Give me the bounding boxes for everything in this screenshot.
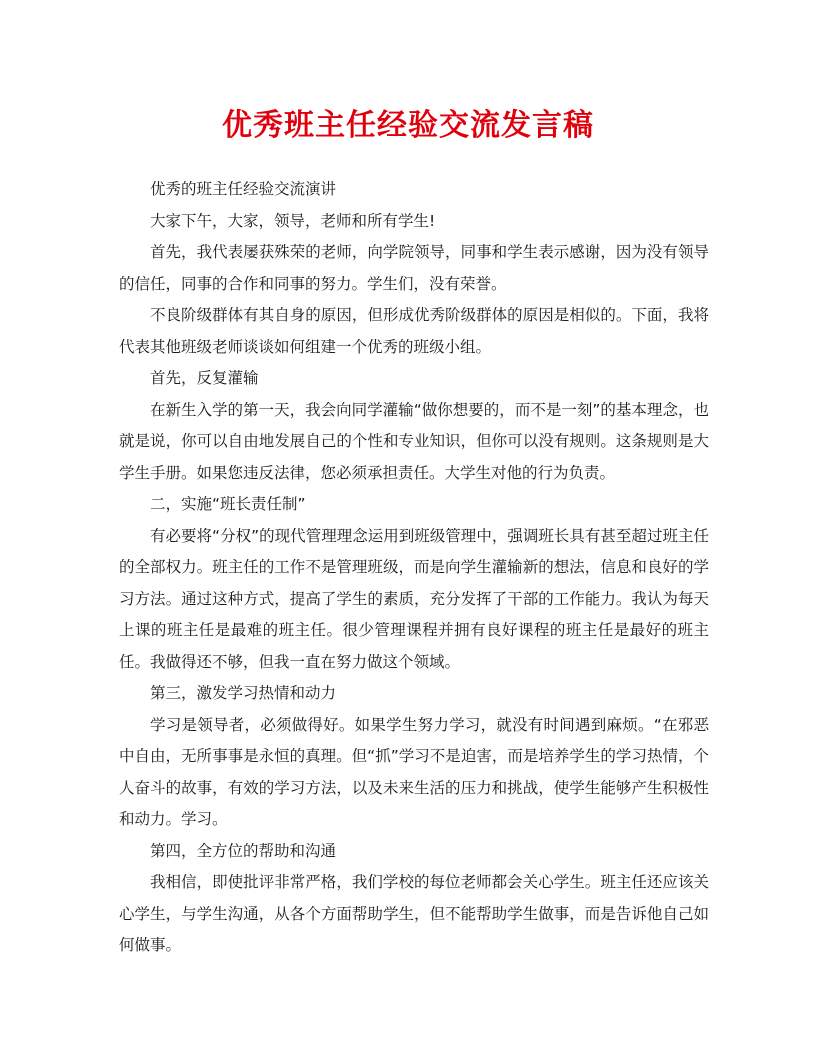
section-heading-4: 第四，全方位的帮助和沟通	[150, 841, 337, 860]
paragraph-section-1: 在新生入学的第一天，我会向同学灌输“做你想要的，而不是一刻”的基本理念，也就是说，你可以自由地发展自己的个性和专业知识，但你可以没有规则。这条规则是大学生手册。如果您违反法律，您必须承担责任。大学生对他的行为负责。	[119, 400, 709, 482]
paragraph-intro: 不良阶级群体有其自身的原因，但形成优秀阶级群体的原因是相似的。下面，我将代表其他班级老师谈谈如何组建一个优秀的班级小组。	[119, 306, 709, 356]
section-heading-2: 二，实施“班长责任制”	[150, 495, 306, 513]
paragraph-thanks: 首先，我代表屡获殊荣的老师，向学院领导，同事和学生表示感谢，因为没有领导的信任，同事的合作和同事的努力。学生们，没有荣誉。	[119, 243, 709, 293]
document-title: 优秀班主任经验交流发言稿	[222, 108, 594, 143]
section-heading-1: 首先，反复灌输	[150, 369, 259, 387]
paragraph-section-3: 学习是领导者，必须做得好。如果学生努力学习，就没有时间遇到麻烦。“在邪恶中自由，无所事事是永恒的真理。但“抓”学习不是迫害，而是培养学生的学习热情，个人奋斗的故事，有效的学习方法，以及未来生活的压力和挑战，使学生能够产生积极性和动力。学习。	[119, 715, 709, 828]
paragraph-greeting: 大家下午，大家，领导，老师和所有学生!	[150, 211, 436, 230]
paragraph-section-2: 有必要将“分权”的现代管理理念运用到班级管理中，强调班长具有甚至超过班主任的全部权力。班主任的工作不是管理班级，而是向学生灌输新的想法，信息和良好的学习方法。通过这种方式，提高了学生的素质，充分发挥了干部的工作能力。我认为每天上课的班主任是最难的班主任。很少管理课程并拥有良好课程的班主任是最好的班主任。我做得还不够，但我一直在努力做这个领域。	[119, 526, 709, 671]
section-heading-3: 第三，激发学习热情和动力	[150, 684, 337, 702]
paragraph-section-4: 我相信，即使批评非常严格，我们学校的每位老师都会关心学生。班主任还应该关心学生，与学生沟通，从各个方面帮助学生，但不能帮助学生做事，而是告诉他自己如何做事。	[119, 873, 709, 954]
document-body	[119, 174, 709, 962]
paragraph-subtitle: 优秀的班主任经验交流演讲	[150, 180, 337, 198]
